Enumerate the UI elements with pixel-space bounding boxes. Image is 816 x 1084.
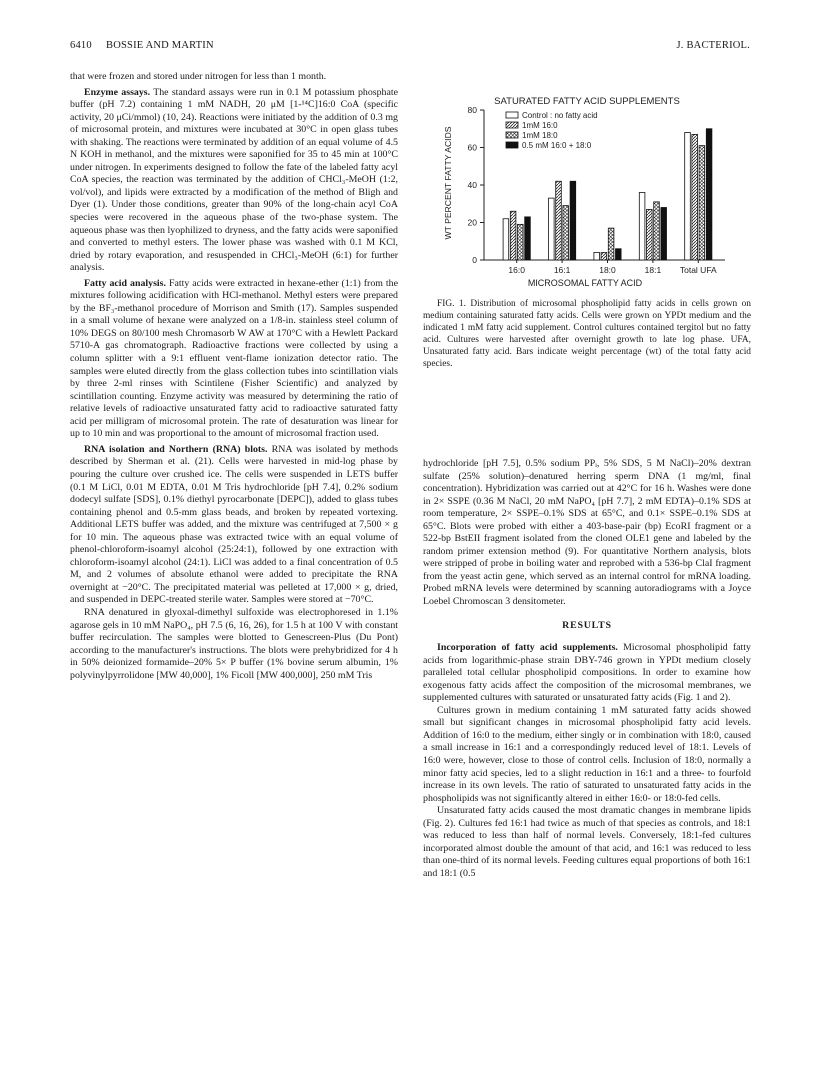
bar-4-4	[661, 208, 667, 261]
page-header	[70, 40, 750, 54]
x-tick-label: 18:0	[599, 265, 616, 275]
journal-name: J. BACTERIOL.	[676, 40, 750, 51]
legend-label-3: 1mM 18:0	[522, 131, 558, 140]
y-tick-label: 0	[472, 255, 477, 265]
results-heading: RESULTS	[562, 619, 612, 631]
paragraph-saturated: Cultures grown in medium containing 1 mM saturated fatty acids showed small but significant changes in microsomal phospholipid fatty acid levels. Addition of 16:0 to the medium, either singly or in combination with 18:0, caused a small increase in 16:1 and a correspondingly reduced level of 18:1. Levels of 16:0 were, however, close to those of control cells. Inclusion of 18:0, normally a minor fatty acid species, led to a slight reduction in 16:1 and a three- to fourfold increase in its own levels. The ratio of saturated to unsaturated fatty acids in the phospholipids was not significantly altered in either 16:0- or 18:0-fed cells.	[423, 704, 751, 804]
bar-1-1	[503, 219, 509, 260]
bar-2-2	[556, 181, 562, 260]
bar-4-5	[706, 129, 712, 260]
legend-swatch-4	[506, 142, 518, 148]
y-tick-label: 60	[467, 142, 477, 153]
paragraph-enzyme-assays	[70, 87, 398, 275]
bar-2-4	[647, 209, 653, 260]
heading-enzyme-assays: Enzyme assays.	[84, 86, 151, 98]
y-tick-label: 20	[467, 217, 477, 228]
text-fatty-acid-analysis: Fatty acids were extracted in hexane-ether (1:1) from the mixtures following acidification with HCl-methanol. Methyl esters were prepared by the BF₃-methanol procedure of Morrison and Smith (17). Samples suspended in a small volume of hexane were analyzed on a 1/8-in. stainless steel column of 10% DEGS on 80/100 mesh Chromasorb W AW at 170°C with a Hewlett Packard 5710-A gas chromatograph. Radioactive fractions were collected by using a column splitter with a 9:1 effluent vent-flame ionization detector ratio. The samples were eluted directly from the glass collection tubes into scintillation vials by three 2-ml rinses with Scintilene (Fisher Scientific) and analyzed by scintillation counting. Enzyme activity was measured by determining the ratio of relative levels of radioactive unsaturated fatty acid to radioactive saturated fatty acid per milligram of microsomal protein. The rate of desaturation was linear for up to 10 min and was proportional to the amount of microsomal fraction used.	[70, 277, 398, 440]
y-tick-label: 80	[467, 105, 477, 115]
bar-3-4	[654, 202, 660, 260]
legend-label-2: 1mM 16:0	[522, 121, 558, 130]
x-tick-label: 16:1	[553, 265, 571, 275]
bar-3-2	[563, 206, 569, 260]
x-tick-label: 16:0	[508, 265, 525, 275]
figure-caption-text: FIG. 1. Distribution of microsomal phospholipid fatty acids in cells grown on medium containing saturated fatty acids. Cells were grown on YPDt medium and the indicated 1 mM fatty acid supplement. Control cultures contained tergitol but no fatty acid. Cultures were harvested after overnight growth to late log phase. UFA, Unsaturated fatty acid. Bars indicate weight percentage (wt) of the total fatty acid species.	[423, 299, 751, 369]
legend-swatch-1	[506, 112, 518, 118]
legend-swatch-3	[506, 132, 518, 138]
y-tick-label: 40	[467, 180, 477, 190]
bar-3-5	[699, 146, 705, 260]
heading-rna-isolation: RNA isolation and Northern (RNA) blots.	[84, 443, 268, 455]
bar-1-2	[549, 198, 555, 260]
heading-fatty-acid-analysis: Fatty acid analysis.	[84, 277, 166, 289]
bar-2-1	[510, 211, 516, 260]
bar-1-3	[594, 253, 600, 261]
figure-1-chart	[420, 88, 740, 294]
heading-incorporation: Incorporation of fatty acid supplements.	[437, 642, 618, 654]
bar-1-4	[639, 193, 645, 261]
paragraph-hybridization: hydrochloride [pH 7.5], 0.5% sodium PPᵢ, 5% SDS, 5 M NaCl)–20% dextran sulfate (25% solution)–denatured herring sperm DNA (1 mg/ml, final concentration). Hybridization was carried out at 42°C for 16 h. Washes were done in 2× SSPE (0.36 M NaCl, 20 mM NaPO₄ [pH 7.7], 2 mM EDTA)–0.1% SDS at room temperature, 2× SSPE–0.1% SDS at 65°C, and 0.1× SSPE–0.1% SDS at 65°C. Blots were probed with either a 403-base-pair (bp) EcoRI fragment or a 522-bp BstEII fragment isolated from the cloned OLE1 gene and labeled by the random primer extension method (9). For quantitative Northern analysis, blots were stripped of probe in boiling water and reprobed with a 536-bp ClaI fragment from the yeast actin gene, which served as an internal control for mRNA loading. Probed mRNA levels were determined by scanning autoradiograms with a Joyce Loebel Chromoscan 3 densitometer.	[423, 458, 751, 608]
x-tick-label: 18:1	[644, 265, 662, 275]
plot-area	[468, 105, 725, 275]
paragraph-fatty-acid-analysis	[70, 278, 398, 441]
x-axis-label: MICROSOMAL FATTY ACID	[527, 278, 643, 288]
paragraph-unsaturated: Unsaturated fatty acids caused the most dramatic changes in membrane lipids (Fig. 2). Cultures fed 16:1 had twice as much of that species as controls, and 18:1 was reduced to less than half of normal levels. Conversely, 18:1-fed cultures incorporated almost double the amount of that acid, and 16:1 was reduced to less than one-third of its normal levels. Feeding cultures equal proportions of both 16:1 and 18:1 (0.5	[423, 805, 751, 879]
bar-4-3	[616, 249, 622, 260]
chart-legend	[506, 111, 598, 150]
page-number: 6410	[70, 40, 92, 51]
chart-title: SATURATED FATTY ACID SUPPLEMENTS	[494, 96, 680, 107]
y-axis-label: WT PERCENT FATTY ACIDS	[443, 126, 453, 240]
legend-label-4: 0.5 mM 16:0 + 18:0	[522, 141, 592, 150]
bar-3-1	[518, 224, 524, 260]
text-enzyme-assays: The standard assays were run in 0.1 M potassium phosphate buffer (pH 7.2) containing 1 mM NADH, 20 μM [1-¹⁴C]16:0 CoA (specific activity, 20 μCi/mmol) (10, 24). Reactions were initiated by the addition of 0.3 mg of microsomal protein, and mixtures were incubated at 30°C in open glass tubes with shaking. The reactions were terminated by addition of an equal volume of 4.5 N KOH in methanol, and the mixtures were saponified for 35 to 45 min at 100°C under nitrogen. In experiments designed to follow the fate of the labeled fatty acyl CoA species, the reaction was terminated by the addition of CHCl₃-MeOH (1:2, vol/vol), and lipids were extracted by a modification of the method of Bligh and Dyer (1). Under those conditions, greater than 90% of the long-chain acyl CoA species were recovered in the aqueous phase of the two-phase system. The aqueous phase was then lyophilized to dryness, and the fatty acids were saponified and converted to methyl esters. The lower phase was washed with 0.1 M KCl, dried by rotary evaporation, and resuspended in CHCl₃-MeOH (6:1) for further analysis.	[70, 86, 398, 274]
legend-label-1: Control : no fatty acid	[522, 111, 598, 120]
legend-swatch-2	[506, 122, 518, 128]
paragraph-incorporation	[423, 642, 751, 705]
bar-3-3	[608, 228, 614, 260]
bar-2-5	[692, 134, 698, 260]
bar-1-5	[685, 133, 691, 261]
text-rna-isolation: RNA was isolated by methods described by Sherman et al. (21). Cells were harvested in mid-log phase by pouring the culture over crushed ice. The cells were suspended in LETS buffer (0.1 M LiCl, 0.01 M EDTA, 0.01 M Tris hydrochloride [pH 7.4], 0.2% sodium dodecyl sulfate [SDS], 0.1% diethyl pyrocarbonate [DEPC]), added to glass tubes containing phenol and 0.5-mm glass beads, and broken by repeated vortexing. Additional LETS buffer was added, and the mixture was centrifuged at 7,500 × g for 10 min. The aqueous phase was extracted twice with an equal volume of phenol-chloroform-isoamyl alcohol (25:24:1), followed by one extraction with chloroform-isoamyl alcohol (24:1). LiCl was added to a final concentration of 0.5 M, and 2 volumes of absolute ethanol were added to precipitate the RNA overnight at −20°C. The precipitated material was pelleted at 17,000 × g, dried, and suspended in DEPC-treated sterile water. Samples were stored at −70°C.	[70, 443, 399, 606]
right-column	[423, 458, 751, 881]
paragraph-rna-isolation	[70, 444, 398, 607]
bar-2-3	[601, 253, 607, 261]
paragraph-continuation: that were frozen and stored under nitrogen for less than 1 month.	[70, 71, 327, 82]
bar-4-2	[570, 181, 576, 260]
bar-4-1	[525, 217, 531, 260]
x-tick-label: Total UFA	[679, 265, 717, 275]
figure-caption	[423, 298, 751, 370]
left-column	[70, 71, 398, 682]
text-incorporation: Microsomal phospholipid fatty acids from logarithmic-phase strain DBY-746 grown in YPDt medium closely paralleled total cellular phospholipid compositions. In order to examine how exogenous fatty acids affect the composition of the microsomal membranes, we supplemented cultures with saturated or unsaturated fatty acids (Fig. 1 and 2).	[423, 642, 751, 704]
paragraph-rna-denatured: RNA denatured in glyoxal-dimethyl sulfoxide was electrophoresed in 1.1% agarose gels in 10 mM NaPO₄, pH 7.5 (6, 16, 26), for 1.5 h at 100 V with constant buffer recirculation. The samples were blotted to Genescreen-Plus (Du Pont) according to the manufacturer's instructions. The blots were prehybridized for 4 h in 50% deionized formamide–20% 5× P buffer (1% bovine serum albumin, 1% polyvinylpyrrolidone [MW 40,000], 1% Ficoll [MW 400,000], 250 mM Tris	[70, 606, 398, 681]
running-authors: BOSSIE AND MARTIN	[106, 40, 214, 51]
